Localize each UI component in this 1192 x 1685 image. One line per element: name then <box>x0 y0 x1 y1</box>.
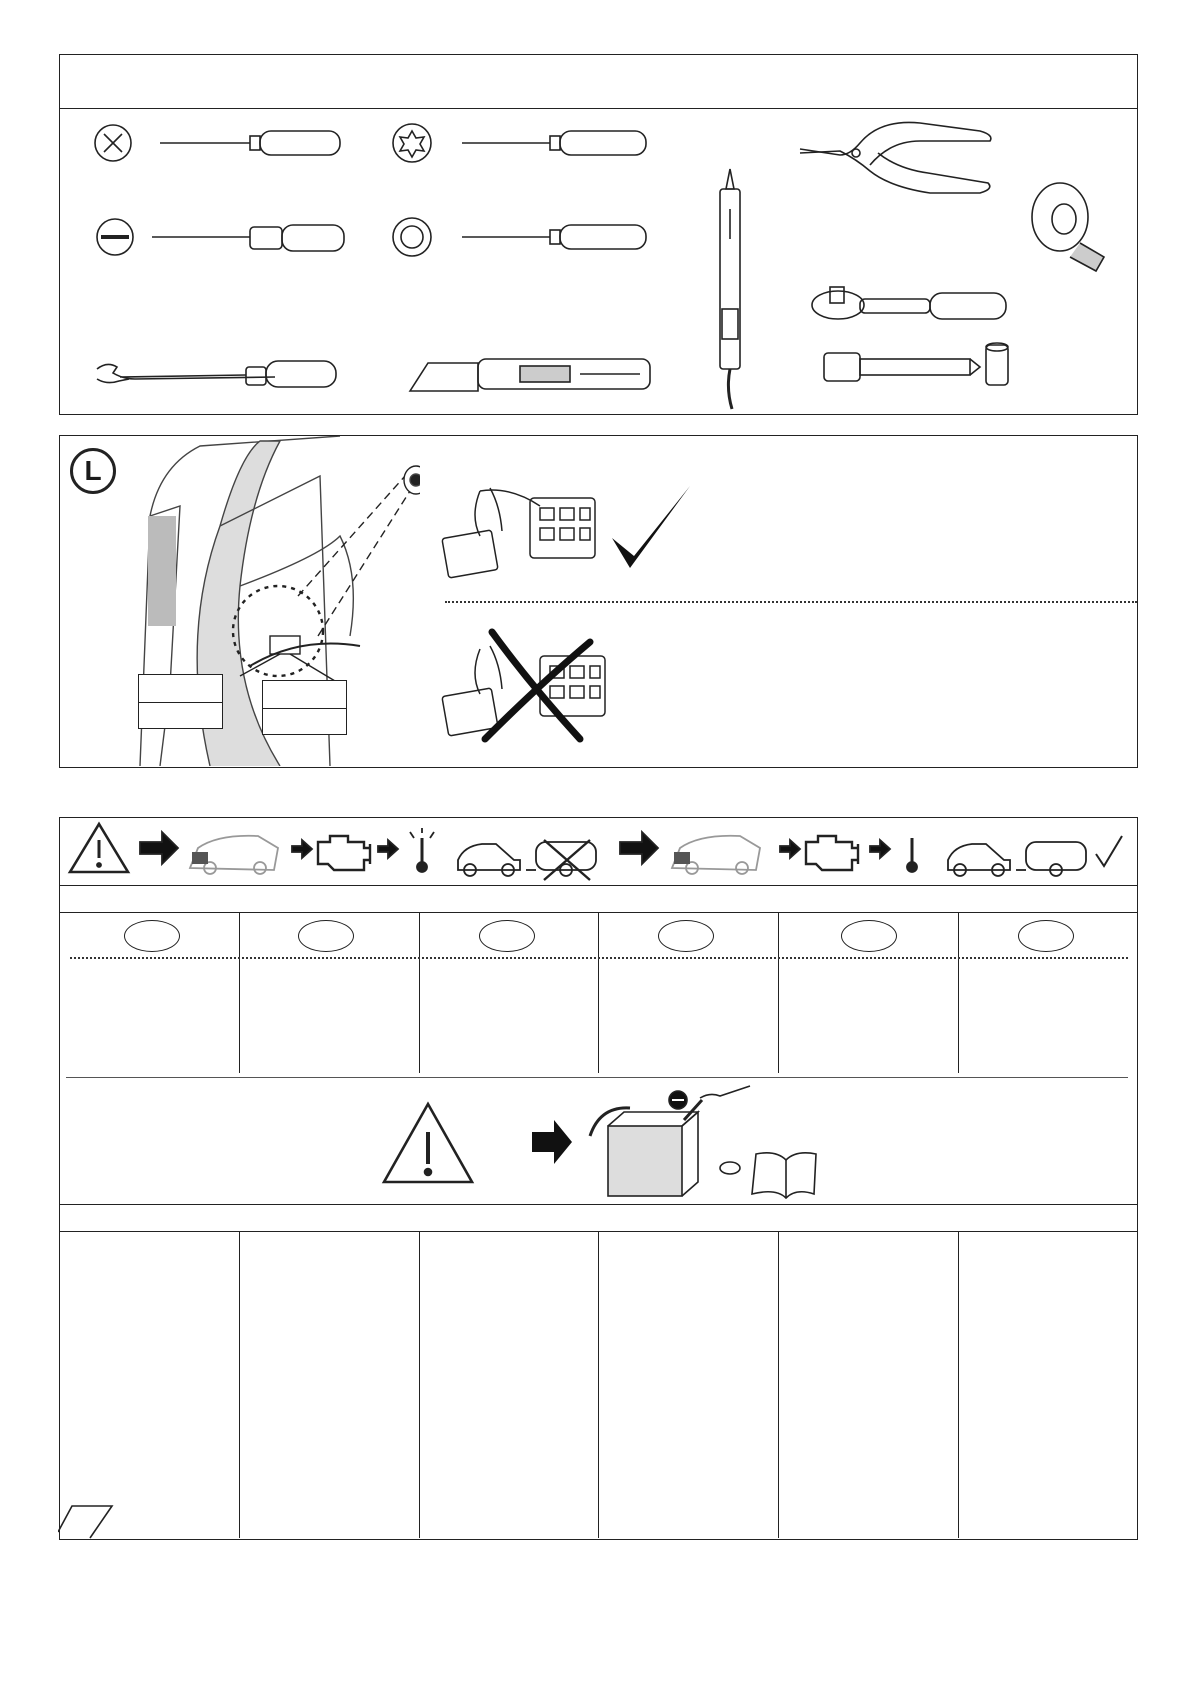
connector-correct-illustration <box>440 476 700 596</box>
utility-knife-icon <box>410 359 650 391</box>
car-front-icon <box>672 836 760 874</box>
connector-label-right-bottom <box>263 708 346 735</box>
warning-header-bar <box>59 1204 1138 1232</box>
procedure-icon-strip <box>60 818 1136 882</box>
connector-panel <box>59 435 1138 768</box>
row-separator <box>66 1077 1128 1078</box>
check-small-icon <box>1096 836 1122 866</box>
car-trailer-crossed-icon <box>458 840 596 880</box>
step-oval-5 <box>841 920 897 952</box>
circuit-tester-icon <box>720 169 740 409</box>
connector-label-left <box>138 674 223 729</box>
page-corner-mark <box>58 1504 118 1544</box>
thermometer-icon <box>907 838 917 872</box>
step-oval-2 <box>298 920 354 952</box>
connector-label-left-top <box>139 675 222 702</box>
arrow-small-icon <box>870 840 890 858</box>
phillips-screwdriver-icon <box>95 125 340 161</box>
check-mark-icon <box>612 486 690 568</box>
programming-header-bar <box>59 885 1138 913</box>
info-column-2 <box>240 1232 420 1538</box>
ratchet-wrench-icon <box>812 287 1006 319</box>
tools-illustration <box>60 109 1136 414</box>
info-column-1 <box>60 1232 240 1538</box>
section-marker-l: L <box>70 448 116 494</box>
battery-warning-illustration <box>380 1084 850 1204</box>
engine-icon <box>806 836 858 870</box>
thermometer-icon <box>410 828 434 872</box>
connector-wrong-illustration <box>440 624 640 754</box>
arrow-right-icon <box>620 832 658 864</box>
engine-icon <box>318 836 370 870</box>
arrow-small-icon <box>378 840 398 858</box>
torx-screwdriver-icon <box>393 124 646 162</box>
tools-panel-title-bar <box>60 55 1137 109</box>
insulation-tape-icon <box>1032 183 1104 271</box>
arrow-small-icon <box>780 840 800 858</box>
info-column-5 <box>779 1232 959 1538</box>
info-column-6 <box>959 1232 1137 1538</box>
panel-divider <box>445 601 1137 603</box>
car-trailer-icon <box>948 842 1086 876</box>
programming-panel <box>59 817 1138 1540</box>
connector-label-right-top <box>263 681 346 708</box>
connector-label-left-bottom <box>139 702 222 729</box>
tools-panel <box>59 54 1138 415</box>
connector-label-right <box>262 680 347 735</box>
step-divider <box>70 957 1128 959</box>
info-column-4 <box>599 1232 779 1538</box>
spline-screwdriver-icon <box>393 218 646 256</box>
car-front-icon <box>190 836 278 874</box>
arrow-small-icon <box>292 840 312 858</box>
step-oval-3 <box>479 920 535 952</box>
pliers-icon <box>800 122 991 193</box>
step-oval-1 <box>124 920 180 952</box>
step-oval-6 <box>1018 920 1074 952</box>
trim-removal-tool-icon <box>97 361 336 387</box>
step-oval-4 <box>658 920 714 952</box>
car-battery-icon <box>590 1086 750 1196</box>
flat-screwdriver-icon <box>97 219 344 255</box>
manual-book-icon <box>720 1153 816 1198</box>
info-column-3 <box>420 1232 599 1538</box>
arrow-right-icon <box>532 1120 572 1164</box>
socket-extension-icon <box>824 343 1008 385</box>
arrow-right-icon <box>140 832 178 864</box>
